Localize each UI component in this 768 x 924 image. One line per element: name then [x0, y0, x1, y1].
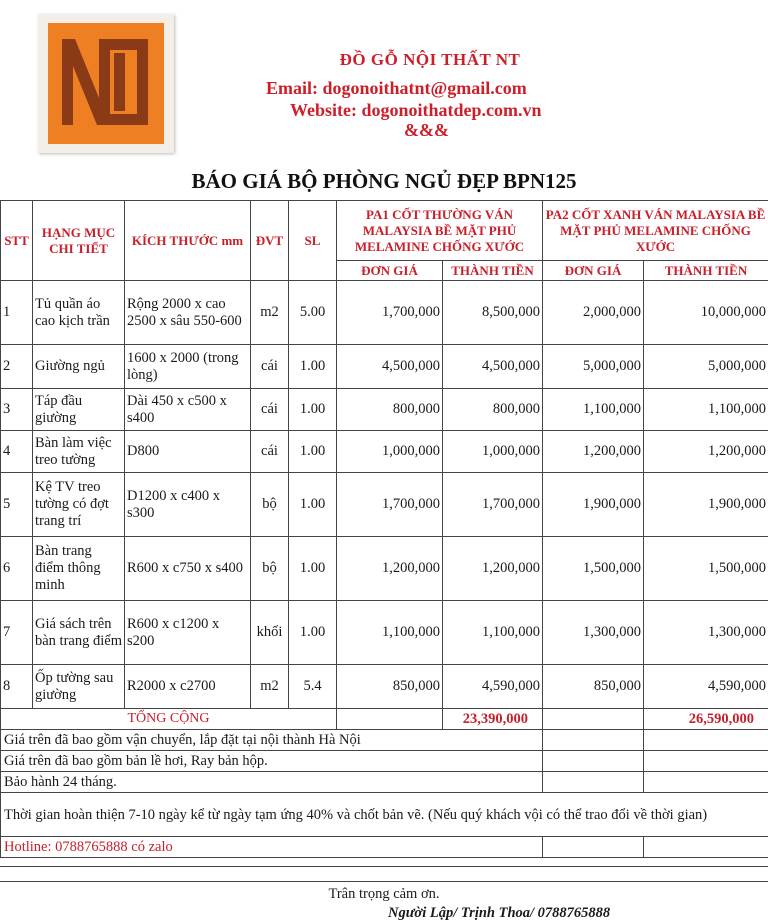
header-pa2: PA2 CỐT XANH VÁN MALAYSIA BỀ MẶT PHỦ MELAMINE CHỐNG XƯỚC	[543, 201, 768, 261]
row-qty: 1.00	[289, 431, 337, 473]
row-size: Dài 450 x c500 x s400	[125, 389, 251, 431]
row-item: Táp đầu giường	[33, 389, 125, 431]
total-pa1: 23,390,000	[443, 709, 543, 730]
company-symbols: &&&	[404, 120, 449, 140]
table-row	[1, 345, 768, 389]
note-row	[1, 793, 768, 837]
row-qty: 5.4	[289, 665, 337, 709]
row-size: R600 x c1200 x s200	[125, 601, 251, 665]
table-row	[1, 665, 768, 709]
note-empty-cell	[543, 751, 644, 772]
note-empty-cell	[644, 751, 768, 772]
company-website[interactable]: Website: dogonoithatdep.com.vn	[290, 100, 542, 120]
row-stt: 8	[1, 665, 33, 709]
row-pa2-price: 5,000,000	[543, 345, 644, 389]
row-pa2-amount: 4,590,000	[644, 665, 768, 709]
row-stt: 7	[1, 601, 33, 665]
row-pa1-amount: 1,100,000	[443, 601, 543, 665]
row-pa2-price: 2,000,000	[543, 281, 644, 345]
row-pa1-amount: 1,700,000	[443, 473, 543, 537]
note-empty-cell	[644, 772, 768, 793]
total-row	[1, 709, 768, 730]
row-pa1-amount: 1,000,000	[443, 431, 543, 473]
logo-background	[48, 23, 164, 144]
note-line: Bảo hành 24 tháng.	[1, 772, 543, 793]
header-stt: STT	[1, 201, 33, 281]
header-row-1	[1, 201, 768, 261]
company-name: ĐỒ GỖ NỘI THẤT NT	[339, 50, 521, 69]
row-unit: bộ	[251, 473, 289, 537]
row-pa2-amount: 1,200,000	[644, 431, 768, 473]
row-qty: 5.00	[289, 281, 337, 345]
row-item: Bàn làm việc treo tường	[33, 431, 125, 473]
header-pa1-amount: THÀNH TIỀN	[443, 261, 543, 281]
row-unit: cái	[251, 389, 289, 431]
row-size: Rộng 2000 x cao 2500 x sâu 550-600	[125, 281, 251, 345]
row-stt: 2	[1, 345, 33, 389]
row-pa1-amount: 4,590,000	[443, 665, 543, 709]
header-size: KÍCH THƯỚC mm	[125, 201, 251, 281]
header-pa2-amount: THÀNH TIỀN	[644, 261, 768, 281]
row-qty: 1.00	[289, 601, 337, 665]
company-logo	[38, 14, 174, 153]
row-pa2-amount: 1,300,000	[644, 601, 768, 665]
row-pa2-amount: 5,000,000	[644, 345, 768, 389]
row-pa1-price: 1,700,000	[337, 473, 443, 537]
table-row	[1, 431, 768, 473]
company-email[interactable]: Email: dogonoithatnt@gmail.com	[266, 78, 527, 98]
row-pa2-price: 1,500,000	[543, 537, 644, 601]
row-size: R600 x c750 x s400	[125, 537, 251, 601]
table-row	[1, 389, 768, 431]
note-line: Giá trên đã bao gồm vận chuyển, lắp đặt tại nội thành Hà Nội	[1, 730, 543, 751]
row-pa2-amount: 10,000,000	[644, 281, 768, 345]
row-pa2-price: 1,100,000	[543, 389, 644, 431]
note-empty-cell	[644, 837, 768, 858]
hotline-row	[1, 837, 768, 858]
row-pa1-price: 850,000	[337, 665, 443, 709]
page-title: BÁO GIÁ BỘ PHÒNG NGỦ ĐẸP BPN125	[191, 169, 577, 193]
row-pa1-price: 1,700,000	[337, 281, 443, 345]
row-pa2-price: 850,000	[543, 665, 644, 709]
row-qty: 1.00	[289, 345, 337, 389]
note-line: Thời gian hoàn thiện 7-10 ngày kể từ ngày tạm ứng 40% và chốt bản vẽ. (Nếu quý khách vội có thể trao đổi về thời gian)	[1, 793, 768, 837]
note-row	[1, 730, 768, 751]
header-item: HẠNG MỤC CHI TIẾT	[33, 201, 125, 281]
row-stt: 3	[1, 389, 33, 431]
row-qty: 1.00	[289, 537, 337, 601]
row-pa1-amount: 4,500,000	[443, 345, 543, 389]
row-pa2-price: 1,900,000	[543, 473, 644, 537]
row-size: R2000 x c2700	[125, 665, 251, 709]
row-unit: bộ	[251, 537, 289, 601]
row-item: Giường ngủ	[33, 345, 125, 389]
footer-signature: Người Lập/ Trịnh Thoa/ 0788765888	[388, 905, 611, 921]
row-pa2-price: 1,200,000	[543, 431, 644, 473]
table-row	[1, 473, 768, 537]
note-empty-cell	[543, 837, 644, 858]
row-unit: cái	[251, 431, 289, 473]
hotline-text[interactable]: Hotline: 0788765888 có zalo	[1, 837, 543, 858]
row-pa1-price: 800,000	[337, 389, 443, 431]
header-pa1-unit-price: ĐƠN GIÁ	[337, 261, 443, 281]
header-unit: ĐVT	[251, 201, 289, 281]
row-stt: 4	[1, 431, 33, 473]
note-row	[1, 772, 768, 793]
row-item: Kệ TV treo tường có đợt trang trí	[33, 473, 125, 537]
row-size: D800	[125, 431, 251, 473]
row-pa2-amount: 1,500,000	[644, 537, 768, 601]
table-row	[1, 601, 768, 665]
row-unit: m2	[251, 281, 289, 345]
total-pa2-empty	[543, 709, 644, 730]
row-stt: 1	[1, 281, 33, 345]
header-pa2-unit-price: ĐƠN GIÁ	[543, 261, 644, 281]
row-pa1-amount: 1,200,000	[443, 537, 543, 601]
row-stt: 6	[1, 537, 33, 601]
row-pa1-amount: 8,500,000	[443, 281, 543, 345]
row-pa1-price: 1,100,000	[337, 601, 443, 665]
divider	[0, 866, 768, 882]
footer-thanks: Trân trọng cảm ơn.	[328, 886, 440, 902]
logo-nj-mark	[48, 23, 164, 144]
note-line: Giá trên đã bao gồm bản lề hơi, Ray bản hộp.	[1, 751, 543, 772]
row-pa2-amount: 1,900,000	[644, 473, 768, 537]
row-unit: cái	[251, 345, 289, 389]
row-item: Giá sách trên bàn trang điểm	[33, 601, 125, 665]
row-unit: khối	[251, 601, 289, 665]
total-label: TỔNG CỘNG	[1, 709, 337, 730]
row-qty: 1.00	[289, 473, 337, 537]
row-stt: 5	[1, 473, 33, 537]
row-pa1-price: 1,200,000	[337, 537, 443, 601]
row-item: Bàn trang điểm thông minh	[33, 537, 125, 601]
row-size: 1600 x 2000 (trong lòng)	[125, 345, 251, 389]
table-row	[1, 281, 768, 345]
note-empty-cell	[543, 772, 644, 793]
table-row	[1, 537, 768, 601]
note-empty-cell	[644, 730, 768, 751]
row-item: Tủ quần áo cao kịch trần	[33, 281, 125, 345]
note-row	[1, 751, 768, 772]
total-pa2: 26,590,000	[644, 709, 768, 730]
header-qty: SL	[289, 201, 337, 281]
row-pa1-price: 1,000,000	[337, 431, 443, 473]
row-pa1-price: 4,500,000	[337, 345, 443, 389]
row-item: Ốp tường sau giường	[33, 665, 125, 709]
row-pa1-amount: 800,000	[443, 389, 543, 431]
note-empty-cell	[543, 730, 644, 751]
row-pa2-price: 1,300,000	[543, 601, 644, 665]
row-unit: m2	[251, 665, 289, 709]
header-pa1: PA1 CỐT THƯỜNG VÁN MALAYSIA BỀ MẶT PHỦ MELAMINE CHỐNG XƯỚC	[337, 201, 543, 261]
row-size: D1200 x c400 x s300	[125, 473, 251, 537]
total-pa1-empty	[337, 709, 443, 730]
row-pa2-amount: 1,100,000	[644, 389, 768, 431]
price-table	[0, 200, 768, 858]
row-qty: 1.00	[289, 389, 337, 431]
